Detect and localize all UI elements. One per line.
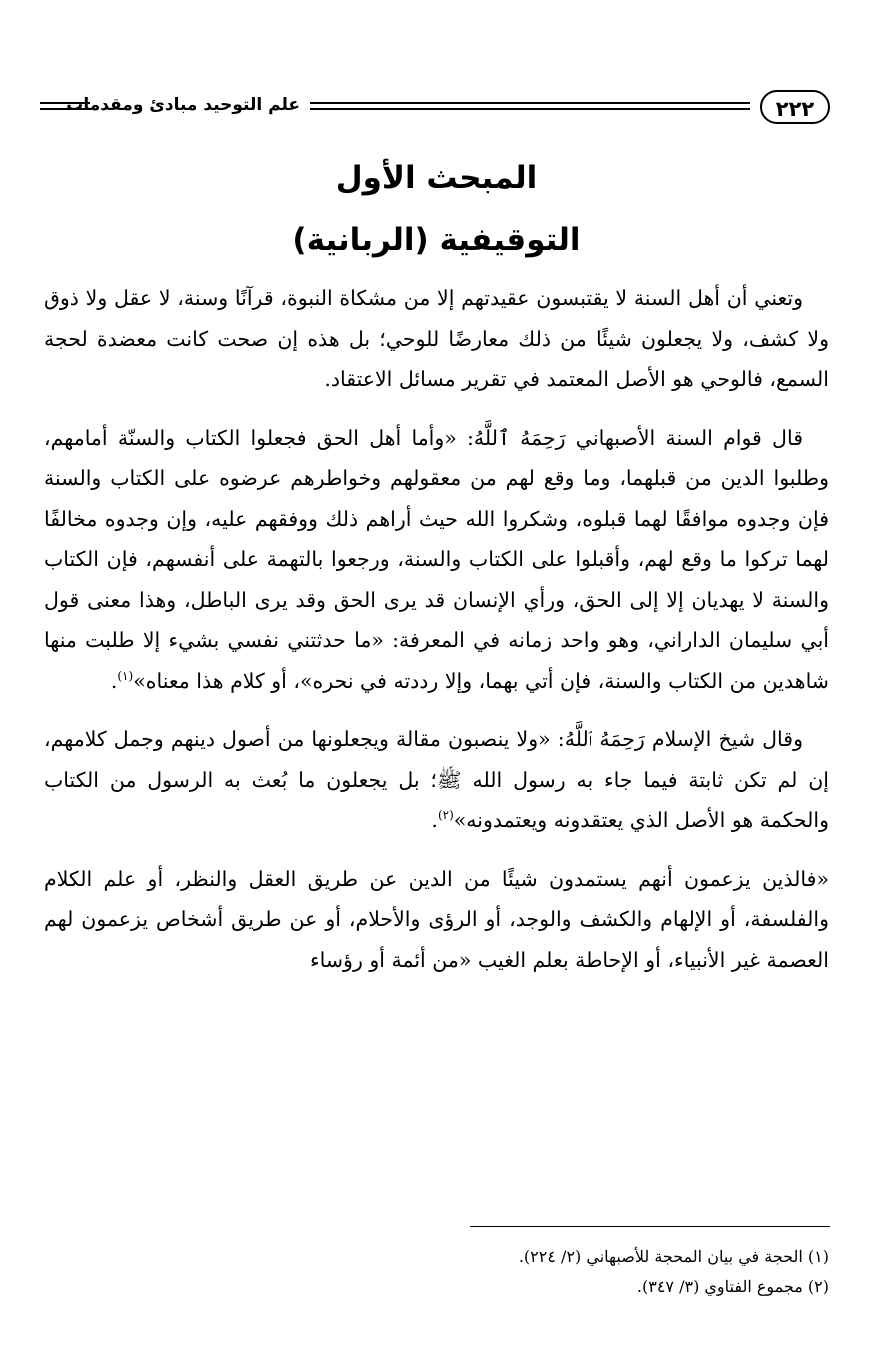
paragraph-text: وتعني أن أهل السنة لا يقتبسون عقيدتهم إلا من مشكاة النبوة، قرآنًا وسنة، لا عقل ولا ذوق ولا كشف، ولا يجعلون شيئًا من ذلك معارضًا للوحي؛ بل هذه إن صحت كانت معضدة لحجة السمع، فالوحي هو الأصل المعتمد في تقرير مسائل الاعتقاد. bbox=[44, 286, 829, 391]
paragraph-text: قال قوام السنة الأصبهاني رَحِمَهُ ٱللَّهُ: «وأما أهل الحق فجعلوا الكتاب والسنّة أمامهم، وطلبوا الدين من قبلهما، وما وقع لهم من معقولهم وخواطرهم عرضوه على الكتاب والسنة فإن وجدوه موافقًا لهما قبلوه، وشكروا الله حيث أراهم ذلك ووفقهم عليه، وإن وجدوه مخالفًا لهما تركوا ما وقع لهم، وأقبلوا على الكتاب والسنة، ورجعوا بالتهمة على أنفسهم، فإن الكتاب والسنة لا يهديان إلا إلى الحق، ورأي الإنسان قد يرى الحق وقد يرى الباطل، وهذا معنى قول أبي سليمان الداراني، وهو واحد زمانه في المعرفة: «ما حدثتني نفسي بشيء إلا طلبت منها شاهدين من الكتاب والسنة، فإن أتي بهما، وإلا رددته في نحره»، أو كلام هذا معناه» bbox=[44, 425, 829, 693]
footnote-1: (١) الحجة في بيان المحجة للأصبهاني (٢/ ٢٢٤). bbox=[518, 1247, 829, 1266]
footnote-ref-2: (٢) bbox=[437, 808, 454, 823]
running-header bbox=[40, 90, 830, 130]
footnote-ref-1: (١) bbox=[117, 668, 134, 683]
footnotes bbox=[44, 1242, 829, 1302]
paragraph-2: قال قوام السنة الأصبهاني رَحِمَهُ ٱللَّهُ: «وأما أهل الحق فجعلوا الكتاب والسنّة أمامهم، وطلبوا الدين من قبلهما، وما وقع لهم من معقولهم وخواطرهم عرضوه على الكتاب والسنة فإن وجدوه موافقًا لهما قبلوه، وشكروا الله حيث أراهم ذلك ووفقهم عليه، وإن وجدوه مخالفًا لهما تركوا ما وقع لهم، وأقبلوا على الكتاب والسنة، ورجعوا بالتهمة على أنفسهم، فإن الكتاب والسنة لا يهديان إلا إلى الحق، ورأي الإنسان قد يرى الحق وقد يرى الباطل، وهذا معنى قول أبي سليمان الداراني، وهو واحد زمانه في المعرفة: «ما حدثتني نفسي بشيء إلا طلبت منها شاهدين من الكتاب والسنة، فإن أتي بهما، وإلا رددته في نحره»، أو كلام هذا معناه»$^{(١)}$. bbox=[44, 425, 829, 693]
paragraph-3: وقال شيخ الإسلام رَحِمَهُ ٱللَّهُ: «ولا ينصبون مقالة ويجعلونها من أصول دينهم وجمل كلامهم، إن لم تكن ثابتة فيما جاء به رسول الله ﷺ؛ بل يجعلون ما بُعث به الرسول من الكتاب والحكمة هو الأصل الذي يعتقدونه ويعتمدونه»$^{(٢)}$. bbox=[44, 727, 829, 832]
paragraph-4 bbox=[44, 859, 829, 981]
paragraph-1 bbox=[44, 278, 829, 400]
header-rule-long bbox=[310, 102, 750, 110]
section-heading: المبحث الأول bbox=[335, 160, 538, 196]
body-text bbox=[44, 278, 829, 998]
section-subtitle: التوقيفية (الربانية) bbox=[292, 222, 581, 258]
page-number: ٢٢٢ bbox=[760, 90, 830, 124]
running-title: علم التوحيد مبادئ ومقدمات bbox=[66, 95, 300, 115]
header-rule-short bbox=[40, 102, 90, 110]
paragraph-text: وقال شيخ الإسلام رَحِمَهُ ٱللَّهُ: «ولا ينصبون مقالة ويجعلونها من أصول دينهم وجمل كلامهم، إن لم تكن ثابتة فيما جاء به رسول الله ﷺ؛ بل يجعلون ما بُعث به الرسول من الكتاب والحكمة هو الأصل الذي يعتقدونه ويعتمدونه» bbox=[44, 727, 829, 832]
footnote-2: (٢) مجموع الفتاوي (٣/ ٣٤٧). bbox=[636, 1277, 829, 1296]
footnote-divider bbox=[470, 1226, 830, 1227]
paragraph-text: «فالذين يزعمون أنهم يستمدون شيئًا من الدين عن طريق العقل والنظر، أو علم الكلام والفلسفة، أو الإلهام والكشف والوجد، أو الرؤى والأحلام، أو عن طريق أشخاص يزعمون لهم العصمة غير الأنبياء، أو الإحاطة بعلم الغيب «من أئمة أو رؤساء bbox=[44, 866, 829, 972]
